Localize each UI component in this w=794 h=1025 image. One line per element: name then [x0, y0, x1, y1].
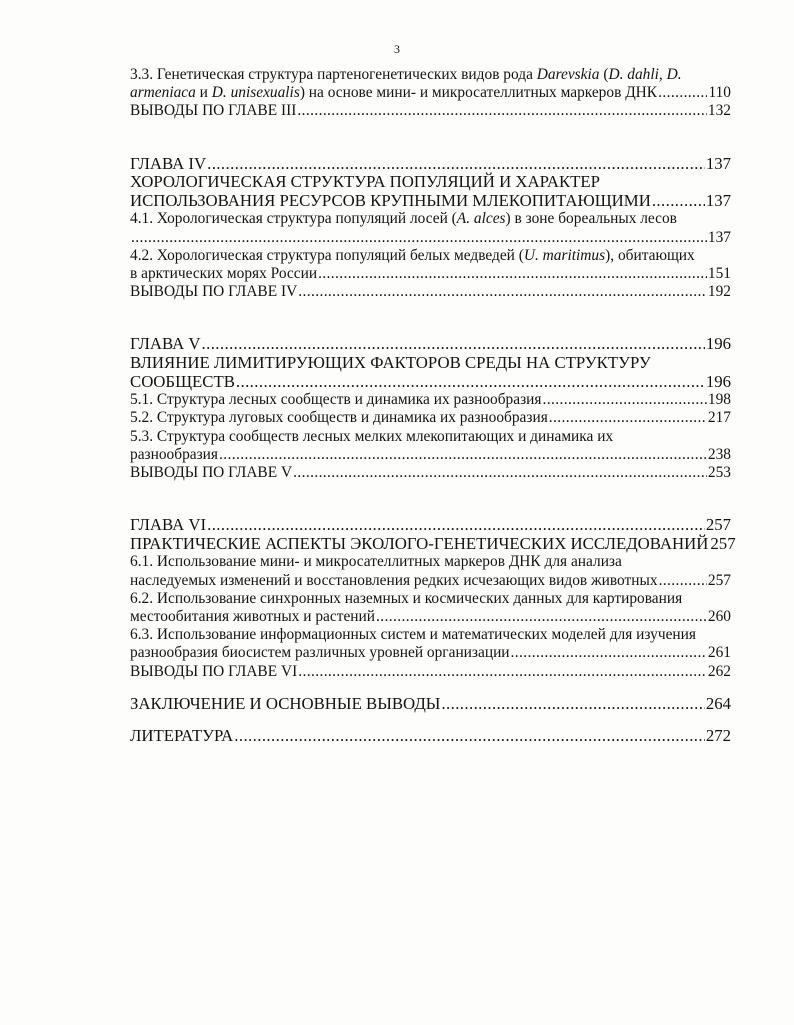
entry-title: ГЛАВА VI [130, 515, 207, 535]
entry-title: ГЛАВА IV [130, 153, 207, 173]
dot-leader [549, 409, 707, 427]
toc-entry-literature[interactable] [130, 727, 731, 746]
table-of-contents [130, 66, 736, 746]
entry-italic: A. alces [456, 210, 506, 228]
dot-leader [207, 155, 705, 174]
toc-chapter-5-title[interactable] [130, 354, 731, 391]
toc-entry-3-3[interactable] [130, 66, 731, 102]
toc-entry-5-1[interactable] [130, 391, 731, 409]
entry-title: ВЫВОДЫ ПО ГЛАВЕ V [130, 464, 293, 481]
dot-leader [659, 572, 707, 590]
entry-title: ВЫВОДЫ ПО ГЛАВЕ IV [130, 283, 298, 301]
dot-leader [234, 727, 705, 746]
toc-chapter-6-label[interactable] [130, 516, 731, 535]
entry-title: ВЫВОДЫ ПО ГЛАВЕ VI [130, 662, 298, 680]
entry-title: ВЫВОДЫ ПО ГЛАВЕ III [130, 102, 297, 120]
toc-entry-conclusions-6[interactable] [130, 663, 731, 681]
page-ref: 264 [705, 693, 731, 713]
dot-leader [441, 695, 704, 714]
entry-title: ХОРОЛОГИЧЕСКАЯ СТРУКТУРА ПОПУЛЯЦИЙ И ХАРАКТЕР [130, 172, 600, 192]
entry-text: разнообразия биосистем различных уровней организации [130, 644, 510, 662]
entry-title: ГЛАВА V [130, 334, 201, 354]
page-ref: 196 [705, 371, 731, 391]
page-ref: 262 [707, 662, 731, 680]
dot-leader [298, 283, 707, 301]
dot-leader [202, 335, 705, 354]
toc-chapter-4-title[interactable] [130, 173, 731, 210]
entry-italic: D. dahli, D. [608, 66, 682, 83]
entry-title: СООБЩЕСТВ [130, 371, 235, 391]
page-ref: 137 [707, 228, 731, 246]
toc-entry-5-2[interactable] [130, 409, 731, 427]
entry-text: 6.2. Использование синхронных наземных и космических данных для картирования [130, 589, 683, 607]
entry-title: ЛИТЕРАТУРА [130, 726, 234, 746]
entry-text: разнообразия [130, 445, 218, 463]
page-ref: 192 [707, 283, 731, 301]
entry-title: ВЛИЯНИЕ ЛИМИТИРУЮЩИХ ФАКТОРОВ СРЕДЫ НА СТРУКТУРУ [130, 353, 651, 372]
dot-leader [298, 663, 707, 681]
toc-entry-6-3[interactable] [130, 626, 731, 662]
page-number: 3 [394, 42, 400, 56]
entry-italic: Darevskia [536, 66, 600, 83]
toc-entry-conclusions-4[interactable] [130, 283, 731, 301]
page-ref: 196 [705, 334, 731, 354]
page-ref: 257 [707, 571, 731, 589]
entry-text: и [195, 84, 212, 102]
entry-italic: armeniaca [130, 84, 196, 102]
entry-text: 4.2. Хорологическая структура популяций белых медведей ( [130, 246, 524, 264]
toc-entry-conclusions-3[interactable] [130, 102, 731, 120]
page-ref: 137 [705, 153, 731, 173]
dot-leader [297, 102, 707, 120]
entry-title: ЗАКЛЮЧЕНИЕ И ОСНОВНЫЕ ВЫВОДЫ [130, 693, 441, 713]
page-ref: 260 [707, 608, 731, 625]
page-ref: 257 [705, 515, 731, 535]
entry-italic: D. unisexualis [211, 84, 300, 102]
toc-entry-conclusion[interactable] [130, 695, 731, 714]
page-ref: 272 [705, 726, 731, 746]
dot-leader [511, 644, 707, 662]
entry-text: 4.1. Хорологическая структура популяций лосей ( [130, 210, 457, 228]
toc-entry-6-2[interactable] [130, 590, 731, 626]
dot-leader [219, 446, 707, 464]
dot-leader [652, 192, 705, 211]
page-ref: 137 [705, 190, 731, 210]
toc-entry-conclusions-5[interactable] [130, 464, 731, 482]
page-ref: 110 [708, 84, 731, 102]
entry-title: ПРАКТИЧЕСКИЕ АСПЕКТЫ ЭКОЛОГО-ГЕНЕТИЧЕСКИХ ИССЛЕДОВАНИЙ [130, 533, 709, 553]
toc-entry-5-3[interactable] [130, 428, 731, 464]
dot-leader [293, 464, 707, 482]
entry-text: в арктических морях России [130, 265, 318, 282]
entry-text: 6.1. Использование мини- и микросателлитных маркеров ДНК для анализа [130, 553, 622, 571]
entry-text: ) в зоне бореальных лесов [505, 210, 677, 228]
page-ref: 257 [710, 533, 736, 553]
entry-text: 5.3. Структура сообществ лесных мелких млекопитающих и динамика их [130, 427, 614, 445]
page-ref: 198 [707, 391, 731, 409]
dot-leader [542, 391, 706, 409]
entry-text: ) на основе мини- и микросателлитных маркеров ДНК [299, 84, 658, 102]
dot-leader [376, 608, 707, 626]
page-ref: 132 [707, 102, 731, 120]
toc-entry-4-1[interactable] [130, 210, 731, 246]
dot-leader [236, 373, 705, 392]
entry-text: наследуемых изменений и восстановления редких исчезающих видов животных [130, 571, 658, 589]
dot-leader [207, 516, 705, 535]
entry-title: ИСПОЛЬЗОВАНИЯ РЕСУРСОВ КРУПНЫМИ МЛЕКОПИТАЮЩИМИ [130, 190, 651, 210]
toc-chapter-6-title[interactable] [130, 533, 736, 554]
entry-text: 3.3. Генетическая структура партеногенетических видов рода [130, 66, 537, 83]
page-ref: 261 [707, 644, 731, 662]
entry-title: 5.2. Структура луговых сообществ и динамика их разнообразия [130, 409, 548, 427]
dot-leader [318, 265, 707, 283]
dot-leader [658, 84, 707, 102]
toc-entry-6-1[interactable] [130, 553, 731, 589]
toc-entry-4-2[interactable] [130, 247, 731, 283]
page-ref: 217 [707, 409, 731, 427]
toc-chapter-5-label[interactable] [130, 335, 731, 354]
entry-text: местообитания животных и растений [130, 608, 375, 625]
entry-text: 6.3. Использование информационных систем и математических моделей для изучения [130, 626, 696, 644]
page-ref: 151 [707, 265, 731, 282]
entry-text: ), обитающих [605, 246, 695, 264]
page-ref: 253 [707, 464, 731, 481]
entry-italic: U. maritimus [523, 246, 606, 264]
entry-text: ( [599, 66, 609, 83]
entry-title: 5.1. Структура лесных сообществ и динамика их разнообразия [130, 391, 542, 409]
toc-chapter-4-label[interactable] [130, 155, 731, 174]
page-ref: 238 [707, 445, 731, 463]
dot-leader [131, 229, 707, 247]
